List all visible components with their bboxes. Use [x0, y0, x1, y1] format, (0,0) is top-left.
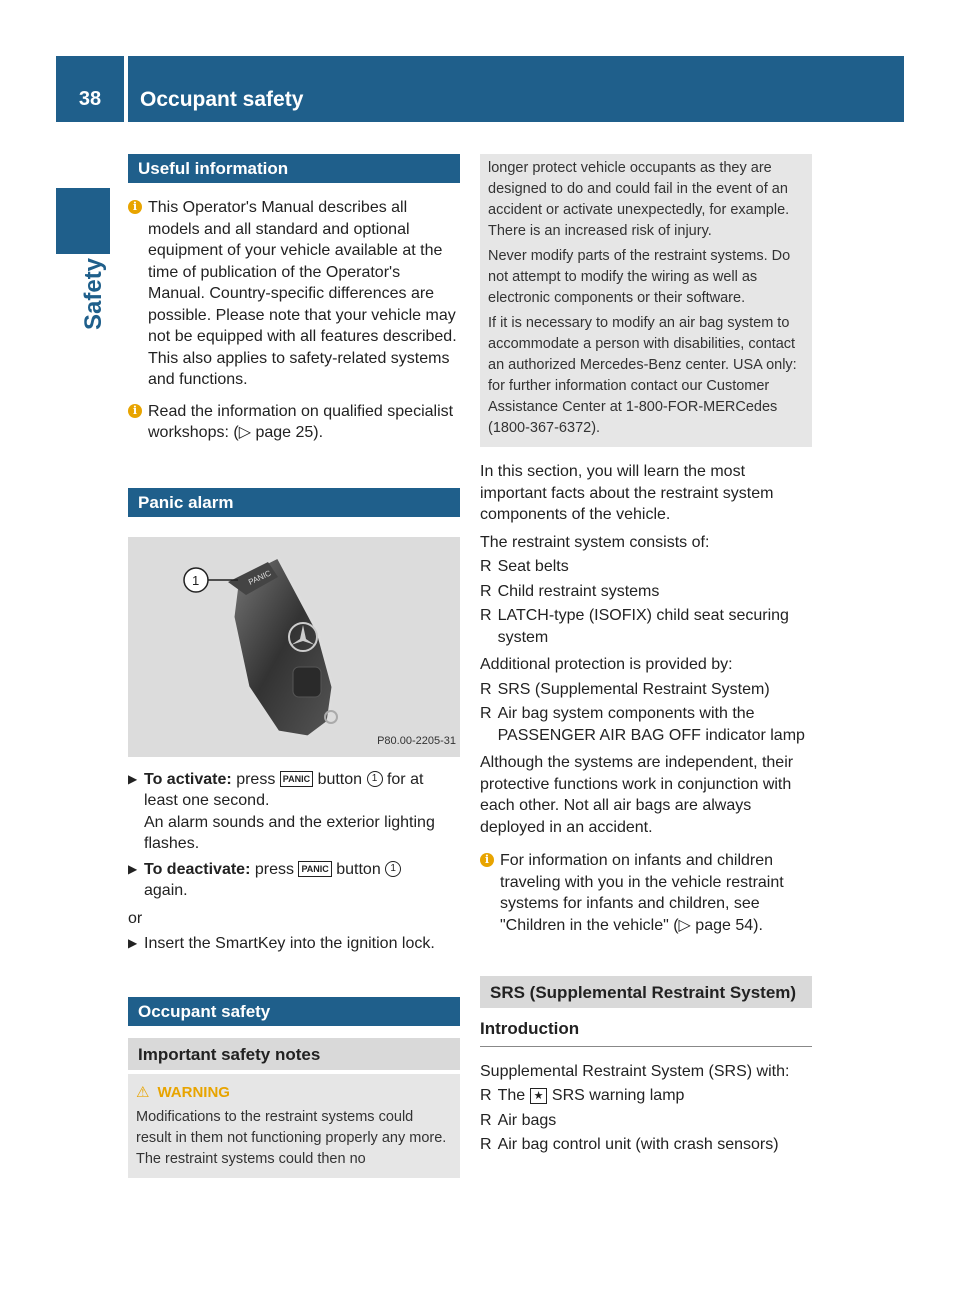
list-item: R Air bag control unit (with crash sensors) [480, 1134, 812, 1156]
srs-item-pre: The [497, 1087, 526, 1104]
step-arrow-icon: ▶ [128, 936, 138, 950]
page-title: Occupant safety [140, 88, 304, 111]
warning-title-text: WARNING [157, 1083, 230, 1101]
insert-text: Insert the SmartKey into the ignition lock. [144, 935, 435, 952]
bullet-mark: R [480, 558, 492, 575]
smartkey-illustration [128, 537, 460, 757]
list-item: R Air bag system components with the PASSENGER AIR BAG OFF indicator lamp [480, 703, 812, 746]
activate-tail: for at least one second. [144, 770, 424, 809]
consists-paragraph: The restraint system consists of: [480, 533, 710, 551]
callout-1-ref: 1 [367, 771, 383, 787]
deactivate-label: To deactivate: [144, 860, 251, 878]
useful-info-heading: Useful information [128, 154, 460, 183]
although-paragraph: Although the systems are independent, their protective functions work in conjunction with each other. Not all air bags are always deployed in an accident. [480, 754, 794, 836]
warning-cont-3: If it is necessary to modify an air bag system to accommodate a person with disabilities, contact an authorized Mercedes-Benz center. USA only: for further information contact our Customer Assistance Center at 1-800-FOR-MERCedes (1800-367-6372). [488, 315, 797, 436]
callout-1-ref: 1 [385, 861, 401, 877]
important-safety-heading: Important safety notes [128, 1038, 460, 1070]
list-item: R Air bags [480, 1110, 812, 1132]
panic-heading: Panic alarm [128, 488, 460, 517]
info-note-text: Read the information on qualified specialist workshops: (▷ page 25). [148, 402, 454, 441]
bullet-mark: R [480, 582, 492, 600]
info-note [128, 197, 460, 391]
srs-warning-lamp-icon: ★ [530, 1088, 548, 1104]
info-note [128, 401, 460, 444]
step-arrow-icon: ▶ [128, 861, 138, 876]
deactivate-tail: again. [144, 882, 188, 899]
chapter-marker [56, 188, 110, 254]
step-arrow-icon: ▶ [128, 771, 138, 786]
info-note [480, 850, 812, 936]
info-children-text: For information on infants and children traveling with you in the vehicle restraint systems for infants and children, see "Children in the vehicle" (▷ page 54). [500, 852, 784, 934]
bullet-mark: R [480, 607, 492, 624]
info-icon: i [128, 200, 142, 214]
list-item: R LATCH-type (ISOFIX) child seat securing system [480, 605, 812, 648]
svg-text:PANIC: PANIC [247, 568, 273, 587]
bullet-mark: R [480, 1087, 492, 1104]
deactivate-button-word: button [336, 860, 381, 878]
srs-item-post: SRS warning lamp [551, 1087, 685, 1104]
figure-code: P80.00-2205-31 [377, 735, 456, 747]
activate-step [128, 769, 460, 855]
bullet-mark: R [480, 1111, 492, 1129]
left-column [128, 154, 460, 1178]
panic-button-icon: PANIC [298, 861, 331, 877]
key-figure [128, 537, 460, 757]
info-note-text: This Operator's Manual describes all models and all standard and optional equipment of your vehicle available at the time of publication of the Operator's Manual. Country-specific differences are possible. Please note that your vehicle may not be equipped with all features described. This also applies to safety-related systems and functions. [148, 199, 457, 388]
list-item [480, 1085, 812, 1107]
list-item: R Child restraint systems [480, 581, 812, 603]
introduction-heading: Introduction [480, 1018, 812, 1047]
warning-triangle-icon: ⚠ [136, 1083, 150, 1101]
warning-cont-2: Never modify parts of the restraint systems. Do not attempt to modify the wiring as well as electronic components or their software. [488, 248, 791, 306]
info-icon: i [128, 404, 142, 418]
srs-with-paragraph: Supplemental Restraint System (SRS) with: [480, 1062, 790, 1080]
additional-paragraph: Additional protection is provided by: [480, 656, 733, 673]
activate-note: An alarm sounds and the exterior lighting flashes. [144, 813, 435, 852]
page-number: 38 [78, 88, 102, 110]
list-item: R SRS (Supplemental Restraint System) [480, 679, 812, 701]
bullet-mark: R [480, 705, 492, 722]
warning-cont-1: longer protect vehicle occupants as they are designed to do and could fail in the event of an accident or activate unexpectedly, for example. There is an increased risk of injury. [488, 160, 790, 239]
warning-box [128, 1074, 460, 1178]
deactivate-press: press [254, 860, 294, 878]
insert-step [128, 933, 460, 955]
activate-press: press [236, 770, 276, 788]
intro-paragraph: In this section, you will learn the most important facts about the restraint system components of the vehicle. [480, 463, 774, 523]
activate-label: To activate: [144, 770, 232, 788]
bullet-mark: R [480, 680, 492, 698]
bullet-mark: R [480, 1136, 492, 1153]
occupant-heading: Occupant safety [128, 997, 460, 1026]
or-text: or [128, 909, 143, 927]
activate-button-word: button [317, 770, 363, 788]
chapter-label: Safety [80, 257, 107, 330]
warning-title [136, 1082, 452, 1103]
info-icon: i [480, 853, 494, 867]
right-column [480, 154, 812, 1156]
warning-text: Modifications to the restraint systems could result in them not functioning properly any more. The restraint systems could then no [136, 1108, 447, 1167]
callout-1: 1 [192, 572, 200, 588]
panic-button-icon: PANIC [280, 771, 313, 787]
list-item: R Seat belts [480, 556, 812, 578]
warning-box-continued [480, 154, 812, 447]
srs-heading: SRS (Supplemental Restraint System) [480, 976, 812, 1008]
deactivate-step [128, 859, 460, 902]
